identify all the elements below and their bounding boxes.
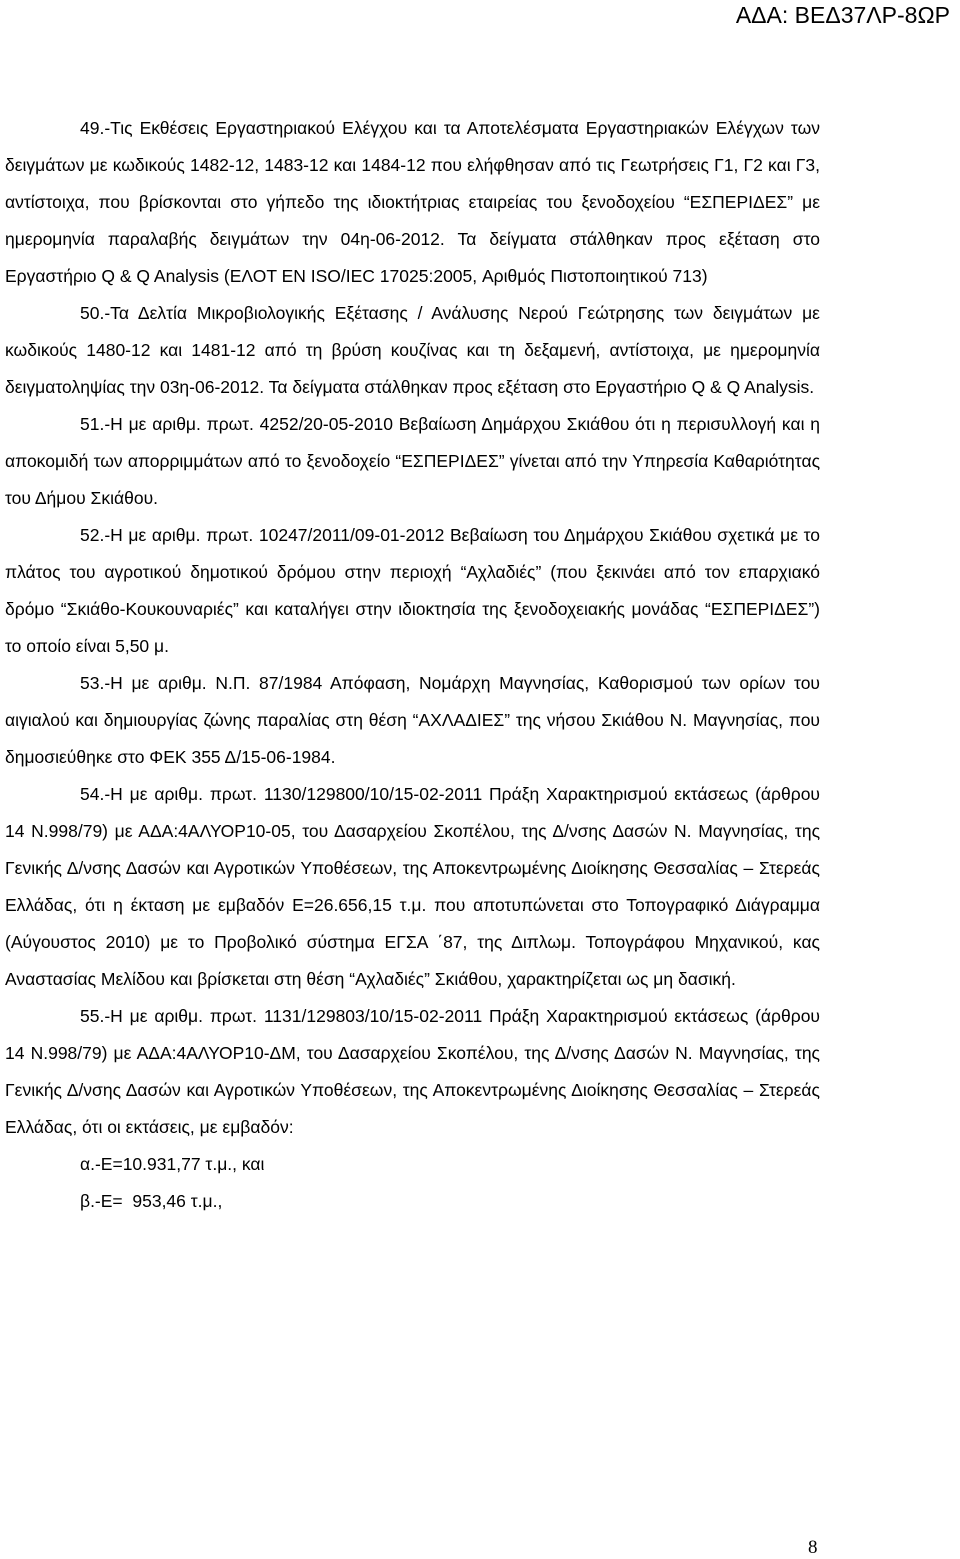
paragraph-54: 54.-Η με αριθμ. πρωτ. 1130/129800/10/15-02-2011 Πράξη Χαρακτηρισμού εκτάσεως (άρθρου 14 Ν.998/79) με ΑΔΑ:4ΑΛΥΟΡ10-05, του Δασαρχείου Σκοπέλου, της Δ/νσης Δασών Ν. Μαγνησίας, της Γενικής Δ/νσης Δασών και Αγροτικών Υποθέσεων, της Αποκεντρωμένης Διοίκησης Θεσσαλίας – Στερεάς Ελλάδας, ότι η έκταση με εμβαδόν Ε=26.656,15 τ.μ. που αποτυπώνεται στο Τοπογραφικό Διάγραμμα (Αύγουστος 2010) με το Προβολικό σύστημα ΕΓΣΑ ΄87, της Διπλωμ. Τοπογράφου Μηχανικού, κας Αναστασίας Μελίδου και βρίσκεται στη θέση “Αχλαδιές” Σκιάθου, χαρακτηρίζεται ως μη δασική. — [5, 784, 820, 989]
sub-item-b: β.-Ε= 953,46 τ.μ., — [80, 1191, 223, 1211]
paragraph-49: 49.-Τις Εκθέσεις Εργαστηριακού Ελέγχου και τα Αποτελέσματα Εργαστηριακών Ελέγχων των δειγμάτων με κωδικούς 1482-12, 1483-12 και 1484-12 που ελήφθησαν από τις Γεωτρήσεις Γ1, Γ2 και Γ3, αντίστοιχα, που βρίσκονται στο γήπεδο της ιδιοκτήτριας εταιρείας του ξενοδοχείου “ΕΣΠΕΡΙΔΕΣ” με ημερομηνία παραλαβής δειγμάτων την 04η-06-2012. Τα δείγματα στάλθηκαν προς εξέταση στο Εργαστήριο Q & Q Analysis (ΕΛΟΤ ΕΝ ISO/IEC 17025:2005, Αριθμός Πιστοποιητικού 713) — [5, 118, 820, 286]
paragraph-53: 53.-Η με αριθμ. Ν.Π. 87/1984 Απόφαση, Νομάρχη Μαγνησίας, Καθορισμού των ορίων του αιγιαλού και δημιουργίας ζώνης παραλίας στη θέση “ΑΧΛΑΔΙΕΣ” της νήσου Σκιάθου Ν. Μαγνησίας, που δημοσιεύθηκε στο ΦΕΚ 355 Δ/15-06-1984. — [5, 673, 820, 767]
sub-item-a: α.-Ε=10.931,77 τ.μ., και — [80, 1154, 265, 1174]
paragraph-51: 51.-Η με αριθμ. πρωτ. 4252/20-05-2010 Βεβαίωση Δημάρχου Σκιάθου ότι η περισυλλογή και η αποκομιδή των απορριμμάτων από το ξενοδοχείο “ΕΣΠΕΡΙΔΕΣ” γίνεται από την Υπηρεσία Καθαριότητας του Δήμου Σκιάθου. — [5, 414, 820, 508]
paragraph-52: 52.-Η με αριθμ. πρωτ. 10247/2011/09-01-2012 Βεβαίωση του Δημάρχου Σκιάθου σχετικά με το πλάτος του αγροτικού δημοτικού δρόμου στην περιοχή “Αχλαδιές” (που ξεκινάει από τον επαρχιακό δρόμο “Σκιάθο-Κουκουναριές” και καταλήγει στην ιδιοκτησία της ξενοδοχειακής μονάδας “ΕΣΠΕΡΙΔΕΣ”) το οποίο είναι 5,50 μ. — [5, 525, 820, 656]
ada-code: ΑΔΑ: ΒΕΔ37ΛΡ-8ΩΡ — [735, 2, 950, 28]
document-body — [5, 110, 820, 1220]
page-number: 8 — [808, 1537, 818, 1558]
paragraph-55: 55.-Η με αριθμ. πρωτ. 1131/129803/10/15-02-2011 Πράξη Χαρακτηρισμού εκτάσεως (άρθρου 14 Ν.998/79) με ΑΔΑ:4ΑΛΥΟΡ10-ΔΜ, του Δασαρχείου Σκοπέλου, της Δ/νσης Δασών Ν. Μαγνησίας, της Γενικής Δ/νσης Δασών και Αγροτικών Υποθέσεων, της Αποκεντρωμένης Διοίκησης Θεσσαλίας – Στερεάς Ελλάδας, ότι οι εκτάσεις, με εμβαδόν: — [5, 1006, 820, 1137]
paragraph-50: 50.-Τα Δελτία Μικροβιολογικής Εξέτασης / Ανάλυσης Νερού Γεώτρησης των δειγμάτων με κωδικούς 1480-12 και 1481-12 από τη βρύση κουζίνας και τη δεξαμενή, αντίστοιχα, με ημερομηνία δειγματοληψίας την 03η-06-2012. Τα δείγματα στάλθηκαν προς εξέταση στο Εργαστήριο Q & Q Analysis. — [5, 303, 820, 397]
